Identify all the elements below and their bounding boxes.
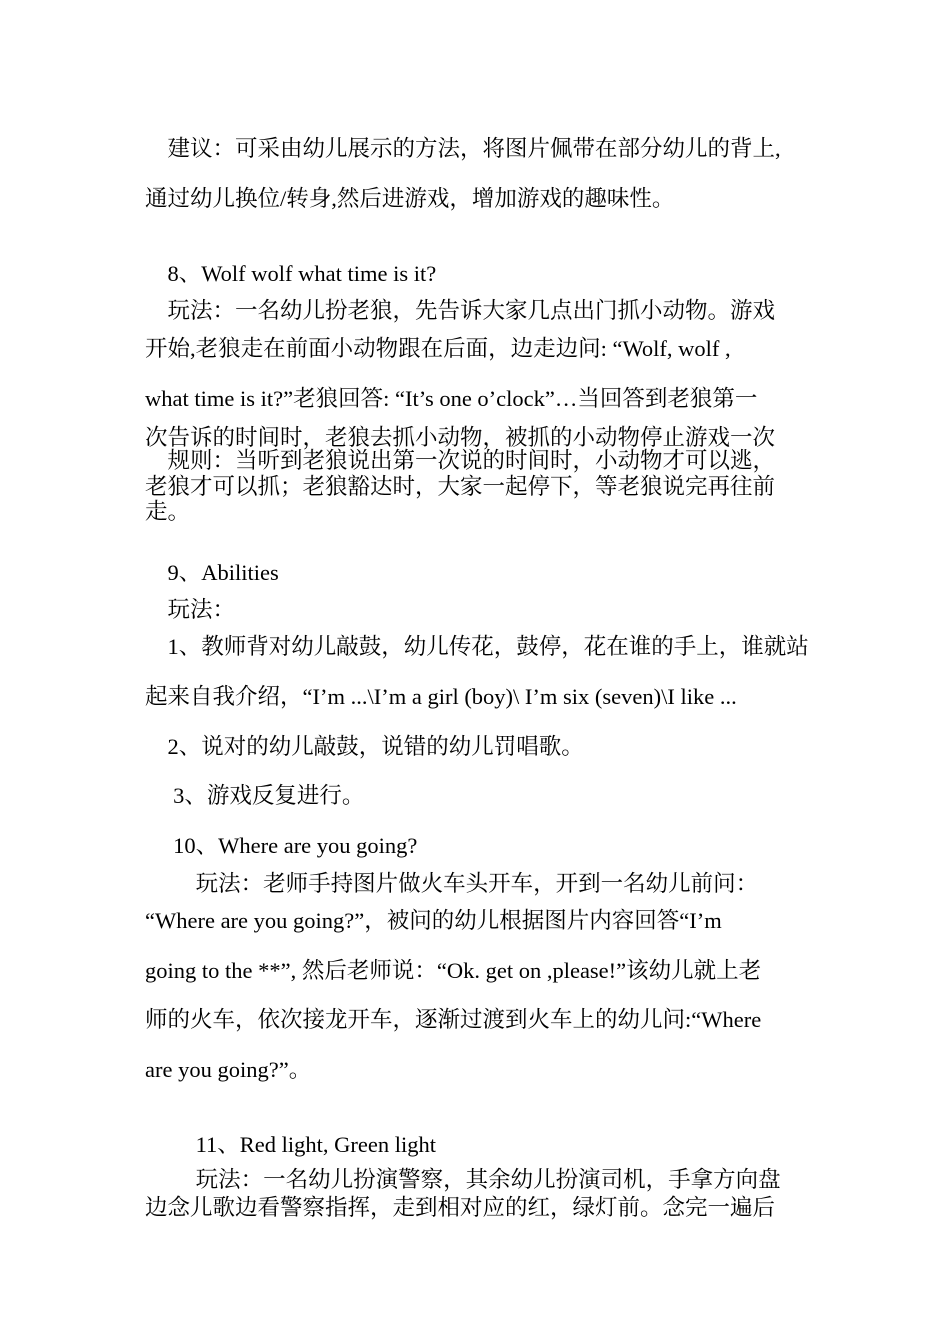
- section-11-line-2: 边念儿歌边看警察指挥，走到相对应的红，绿灯前。念完一遍后: [145, 1195, 776, 1220]
- suggestion-line-2: 通过幼儿换位/转身,然后进游戏，增加游戏的趣味性。: [145, 186, 675, 211]
- section-9-step-1-line-2: 起来自我介绍，“I’m ...\I’m a girl (boy)\ I’m six (seven)\I like ...: [145, 684, 737, 709]
- section-11-heading: 11、Red light, Green light: [145, 1132, 437, 1157]
- suggestion-line-1: 建议：可采由幼儿展示的方法，将图片佩带在部分幼儿的背上,: [145, 136, 781, 161]
- section-9-heading: 9、Abilities: [145, 560, 279, 585]
- section-9-step-1-line-1: 1、教师背对幼儿敲鼓，幼儿传花，鼓停，花在谁的手上，谁就站: [145, 634, 809, 659]
- section-10-heading: 10、Where are you going?: [145, 833, 418, 858]
- section-10-line-3: going to the **”, 然后老师说：“Ok. get on ,please!”该幼儿就上老: [145, 958, 762, 983]
- section-8-line-2: 开始,老狼走在前面小动物跟在后面，边走边问: “Wolf, wolf ,: [145, 336, 731, 361]
- section-9-play-label: 玩法：: [145, 597, 236, 622]
- section-9-step-2: 2、说对的幼儿敲鼓，说错的幼儿罚唱歌。: [145, 734, 584, 759]
- section-10-line-4: 师的火车，依次接龙开车，逐渐过渡到火车上的幼儿问:“Where: [145, 1007, 762, 1032]
- section-8-line-4: 次告诉的时间时，老狼去抓小动物，被抓的小动物停止游戏一次: [145, 425, 776, 450]
- section-8-line-1: 玩法：一名幼儿扮老狼，先告诉大家几点出门抓小动物。游戏: [145, 298, 776, 323]
- section-8-rule-line-3: 走。: [145, 499, 191, 524]
- section-8-line-3: what time is it?”老狼回答: “It’s one o’clock”…当回答到老狼第一: [145, 386, 758, 411]
- section-10-line-1: 玩法：老师手持图片做火车头开车，开到一名幼儿前问：: [145, 871, 759, 896]
- section-8-heading: 8、Wolf wolf what time is it?: [145, 261, 437, 286]
- section-11-line-1: 玩法：一名幼儿扮演警察，其余幼儿扮演司机，手拿方向盘: [145, 1167, 781, 1192]
- section-10-line-5: are you going?”。: [145, 1057, 312, 1082]
- section-9-step-3: 3、游戏反复进行。: [145, 783, 365, 808]
- section-10-line-2: “Where are you going?”，被问的幼儿根据图片内容回答“I’m: [145, 908, 722, 933]
- section-8-rule-line-1: 规则：当听到老狼说出第一次说的时间时，小动物才可以逃，: [145, 448, 776, 473]
- section-8-rule-line-2: 老狼才可以抓；老狼豁达时，大家一起停下，等老狼说完再往前: [145, 474, 776, 499]
